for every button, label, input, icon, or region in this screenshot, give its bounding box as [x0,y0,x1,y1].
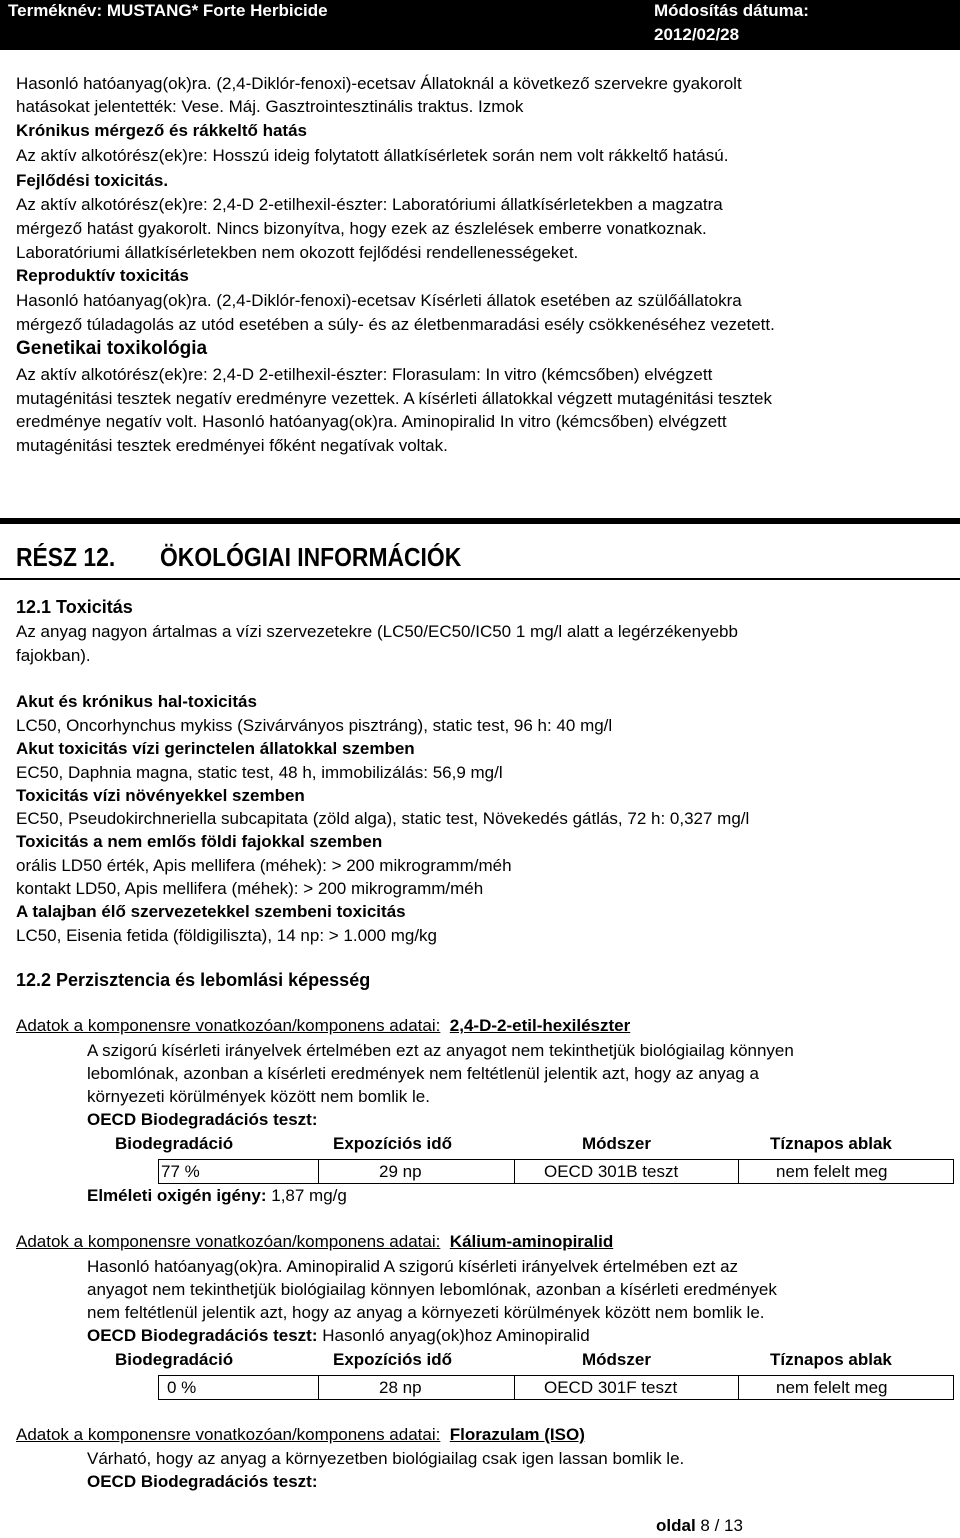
table-cell: nem felelt meg [776,1378,888,1397]
body-text: Az aktív alkotórész(ek)re: 2,4-D 2-etilhexil-észter: Florasulam: In vitro (kémcsőben) elvégzett [16,365,713,384]
table-header-biodeg: Biodegradáció [115,1350,234,1369]
component-name: Florazulam (ISO) [449,1425,585,1444]
body-text: Hasonló hatóanyag(ok)ra. Aminopiralid A szigorú kísérleti irányelvek értelmében ezt az [87,1257,739,1276]
oecd-line [87,1325,590,1347]
thod-line [87,1185,347,1207]
thod-label: Elméleti oxigén igény: [87,1186,267,1205]
section-number: RÉSZ 12. [16,542,116,572]
section-title: ÖKOLÓGIAI INFORMÁCIÓK [160,542,462,572]
page-count: 8 / 13 [700,1516,743,1535]
table-cell: OECD 301F teszt [544,1378,678,1397]
subheading-genetic: Genetikai toxikológia [16,338,208,359]
table-rule [318,1159,319,1183]
body-text: Az aktív alkotórész(ek)re: Hosszú ideig folytatott állatkísérletek során nem volt rákkeltő hatású. [16,146,729,165]
thod-value: 1,87 mg/g [271,1186,347,1205]
body-text: A szigorú kísérleti irányelvek értelmében ezt az anyagot nem tekinthetjük biológiailag könnyen [87,1041,794,1060]
table-rule [158,1183,954,1184]
section-divider-top [0,518,960,524]
heading-toxicity: 12.1 Toxicitás [16,597,133,617]
table-header-method: Módszer [582,1350,651,1369]
subheading-reproductive: Reproduktív toxicitás [16,266,189,285]
body-text: Hasonló hatóanyag(ok)ra. (2,4-Diklór-fenoxi)-ecetsav Állatoknál a következő szervekre gyakorolt [16,74,742,93]
body-text: mérgező túladagolás az utód esetében a súly- és az életbenmaradási esély csökkenéséhez vezetett. [16,315,775,334]
section-divider-bottom [0,578,960,580]
body-text: nem feltétlenül jelentik azt, hogy az anyag a környezeti körülmények között nem bomlik le. [87,1303,765,1322]
component-name: Kálium-aminopiralid [449,1232,614,1251]
body-text: Az anyag nagyon ártalmas a vízi szervezetekre (LC50/EC50/IC50 1 mg/l alatt a legérzékenyebb [16,622,738,641]
table-rule [514,1375,515,1399]
table-rule [158,1159,159,1183]
component-heading [16,1424,585,1446]
subheading-plants: Toxicitás vízi növényekkel szemben [16,786,305,805]
table-rule [738,1375,739,1399]
table-rule [158,1159,954,1160]
body-text: lebomlónak, azonban a kísérleti eredmények nem feltétlenül jelentik azt, hogy az anyag a [87,1064,759,1083]
table-header-exposure: Expozíciós idő [333,1350,453,1369]
body-text: kontakt LD50, Apis mellifera (méhek): > 200 mikrogramm/méh [16,879,484,898]
component-prefix: Adatok a komponensre vonatkozóan/komponens adatai: [16,1016,441,1035]
subheading-chronic: Krónikus mérgező és rákkeltő hatás [16,121,308,140]
page-label: oldal [656,1516,696,1535]
body-text: LC50, Oncorhynchus mykiss (Szivárványos pisztráng), static test, 96 h: 40 mg/l [16,716,613,735]
body-text: Várható, hogy az anyag a környezetben biológiailag csak igen lassan bomlik le. [87,1449,685,1468]
subheading-developmental: Fejlődési toxicitás. [16,171,169,190]
table-cell: 28 np [379,1378,422,1397]
table-rule [318,1375,319,1399]
table-header-method: Módszer [582,1134,651,1153]
body-text: mutagénitási tesztek eredményei főként negatívak voltak. [16,436,448,455]
table-rule [953,1159,954,1183]
body-text: orális LD50 érték, Apis mellifera (méhek): > 200 mikrogramm/méh [16,856,512,875]
subheading-soil: A talajban élő szervezetekkel szembeni toxicitás [16,902,406,921]
table-rule [158,1399,954,1400]
oecd-label: OECD Biodegradációs teszt: [87,1472,318,1491]
page-number [656,1515,743,1537]
oecd-extra: Hasonló anyag(ok)hoz Aminopiralid [322,1326,590,1345]
table-header-exposure: Expozíciós idő [333,1134,453,1153]
product-name: Terméknév: MUSTANG* Forte Herbicide [8,1,328,20]
revision-date: 2012/02/28 [654,25,740,44]
table-header-window: Tíznapos ablak [770,1350,892,1369]
body-text: Hasonló hatóanyag(ok)ra. (2,4-Diklór-fenoxi)-ecetsav Kísérleti állatok esetében az szülőállatokra [16,291,742,310]
table-header-window: Tíznapos ablak [770,1134,892,1153]
table-cell: nem felelt meg [776,1162,888,1181]
component-name: 2,4-D-2-etil-hexilészter [449,1016,631,1035]
oecd-label: OECD Biodegradációs teszt: [87,1110,318,1129]
subheading-non-mammal: Toxicitás a nem emlős földi fajokkal szemben [16,832,383,851]
table-cell: 77 % [161,1162,200,1181]
component-prefix: Adatok a komponensre vonatkozóan/komponens adatai: [16,1232,441,1251]
table-header-biodeg: Biodegradáció [115,1134,234,1153]
body-text: EC50, Daphnia magna, static test, 48 h, immobilizálás: 56,9 mg/l [16,763,503,782]
body-text: mérgező hatást gyakorolt. Nincs bizonyítva, hogy ezek az észlelések emberre vonatkoznak. [16,219,707,238]
component-heading [16,1231,613,1253]
body-text: anyagot nem tekinthetjük biológiailag könnyen lebomlónak, azonban a kísérleti eredmények [87,1280,777,1299]
page-header [0,0,960,50]
body-text: hatásokat jelentették: Vese. Máj. Gasztrointesztinális traktus. Izmok [16,97,524,116]
body-text: eredménye negatív volt. Hasonló hatóanyag(ok)ra. Aminopiralid In vitro (kémcsőben) elvégzett [16,412,727,431]
table-rule [158,1375,159,1399]
body-text: Laboratóriumi állatkísérletekben nem okozott fejlődési rendellenességeket. [16,243,579,262]
body-text: Az aktív alkotórész(ek)re: 2,4-D 2-etilhexil-észter: Laboratóriumi állatkísérletekben a magzatra [16,195,723,214]
table-cell: 29 np [379,1162,422,1181]
table-rule [158,1375,954,1376]
heading-persistence: 12.2 Perzisztencia és lebomlási képesség [16,970,371,990]
table-cell: OECD 301B teszt [544,1162,679,1181]
subheading-invertebrates: Akut toxicitás vízi gerinctelen állatokkal szemben [16,739,415,758]
component-heading [16,1015,630,1037]
body-text: környezeti körülmények között nem bomlik le. [87,1087,430,1106]
table-rule [738,1159,739,1183]
subheading-fish: Akut és krónikus hal-toxicitás [16,692,257,711]
revision-label: Módosítás dátuma: [654,1,809,20]
table-cell: 0 % [167,1378,197,1397]
component-prefix: Adatok a komponensre vonatkozóan/komponens adatai: [16,1425,441,1444]
table-rule [953,1375,954,1399]
body-text: EC50, Pseudokirchneriella subcapitata (zöld alga), static test, Növekedés gátlás, 72 h: 0,327 mg/l [16,809,750,828]
body-text: fajokban). [16,646,91,665]
table-rule [514,1159,515,1183]
body-text: LC50, Eisenia fetida (földigiliszta), 14 np: > 1.000 mg/kg [16,926,437,945]
oecd-label: OECD Biodegradációs teszt: [87,1326,318,1345]
body-text: mutagénitási tesztek negatív eredményre vezettek. A kísérleti állatokkal végzett mutagénitási tesztek [16,389,772,408]
